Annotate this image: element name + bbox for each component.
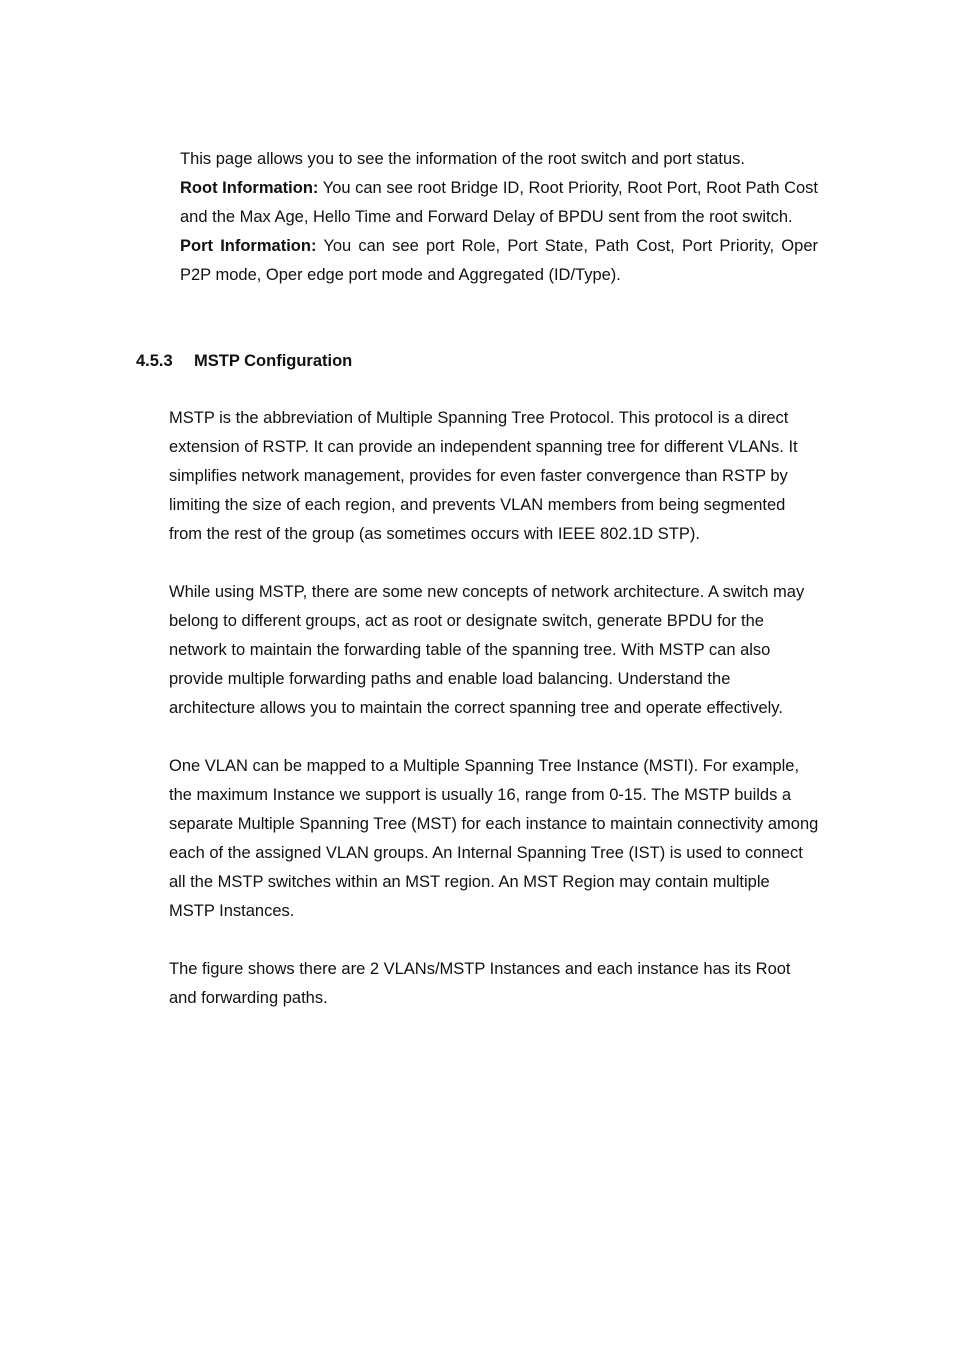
section-title: MSTP Configuration: [194, 352, 353, 370]
port-information-paragraph: [180, 232, 818, 290]
section-number: 4.5.3: [136, 352, 173, 370]
intro-block: [180, 145, 818, 290]
root-information-paragraph: [180, 174, 818, 232]
body-paragraph: One VLAN can be mapped to a Multiple Spanning Tree Instance (MSTI). For example, the maximum Instance we support is usually 16, range from 0-15. The MSTP builds a separate Multiple Spanning Tree (MST) for each instance to maintain connectivity among each of the assigned VLAN groups. An Internal Spanning Tree (IST) is used to connect all the MSTP switches within an MST region. An MST Region may contain multiple MSTP Instances.: [169, 757, 819, 920]
body-paragraph: MSTP is the abbreviation of Multiple Spanning Tree Protocol. This protocol is a direct extension of RSTP. It can provide an independent spanning tree for different VLANs. It simplifies network management, provides for even faster convergence than RSTP by limiting the size of each region, and prevents VLAN members from being segmented from the rest of the group (as sometimes occurs with IEEE 802.1D STP).: [169, 409, 798, 543]
port-information-text: You can see port Role, Port State, Path Cost, Port Priority, Oper P2P mode, Oper edge port mode and Aggregated (ID/Type).: [180, 237, 818, 284]
root-information-label: Root Information:: [180, 179, 319, 197]
root-information-text: You can see root Bridge ID, Root Priority, Root Port, Root Path Cost and the Max Age, Hello Time and Forward Delay of BPDU sent from the root switch.: [180, 179, 819, 226]
section-body: [169, 404, 819, 1042]
body-paragraph: The figure shows there are 2 VLANs/MSTP Instances and each instance has its Root and forwarding paths.: [169, 960, 791, 1007]
port-information-label: Port Information:: [180, 237, 317, 255]
body-paragraph: While using MSTP, there are some new concepts of network architecture. A switch may belong to different groups, act as root or designate switch, generate BPDU for the network to maintain the forwarding table of the spanning tree. With MSTP can also provide multiple forwarding paths and enable load balancing. Understand the architecture allows you to maintain the correct spanning tree and operate effectively.: [169, 583, 805, 717]
intro-line: This page allows you to see the information of the root switch and port status.: [180, 150, 745, 168]
section-heading: [136, 347, 352, 376]
